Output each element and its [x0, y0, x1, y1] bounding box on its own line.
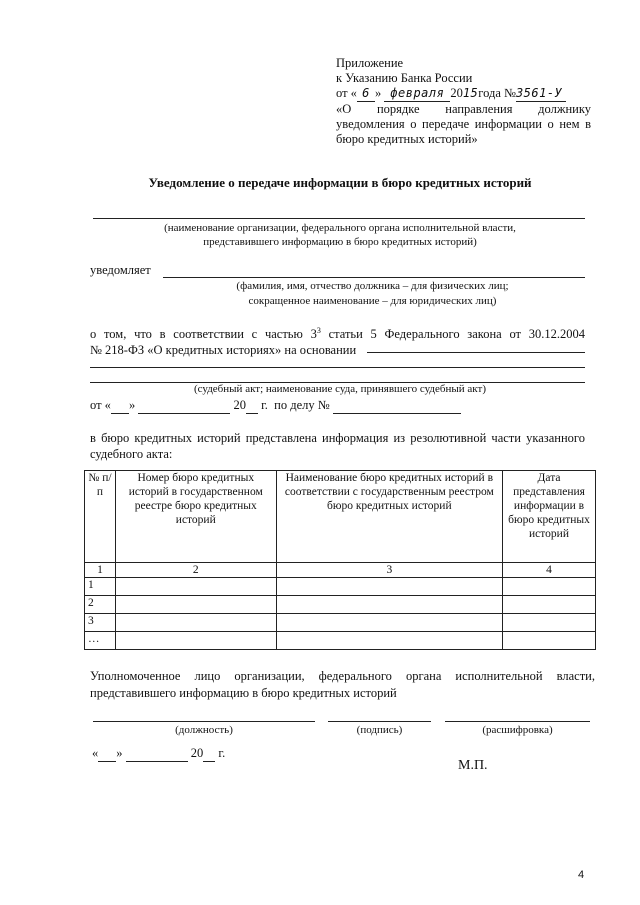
- table-column-numbers: [85, 563, 596, 578]
- table-row: [85, 596, 596, 614]
- row-index: …: [85, 632, 116, 650]
- org-name-line[interactable]: [93, 218, 585, 219]
- table-cell[interactable]: [503, 578, 596, 596]
- authorized-paragraph: Уполномоченное лицо организации, федерального органа исполнительной власти, представившего информацию в бюро кредитных историй: [90, 669, 595, 700]
- table-cell[interactable]: [276, 614, 502, 632]
- appendix-year: 15: [462, 86, 479, 100]
- table-row: [85, 632, 596, 650]
- row-index: 1: [85, 578, 116, 596]
- header-bureau-name: Наименование бюро кредитных историй в соответствии с государственным реестром бюро кредитных историй: [276, 471, 502, 563]
- column-number: 2: [115, 563, 276, 578]
- table-cell[interactable]: [115, 578, 276, 596]
- row-index: 3: [85, 614, 116, 632]
- court-year-field[interactable]: [246, 398, 258, 414]
- appendix-date-line: от « 6 » февраля 2015года №3561-У: [336, 86, 591, 102]
- table-cell[interactable]: [503, 614, 596, 632]
- table-row: [85, 578, 596, 596]
- bureau-table: [84, 470, 596, 650]
- appendix-ref-2: уведомления о передаче информации о нем в: [336, 117, 591, 131]
- signature-line[interactable]: [328, 721, 431, 722]
- court-day-field[interactable]: [111, 398, 129, 414]
- table-cell[interactable]: [503, 632, 596, 650]
- table-cell[interactable]: [115, 632, 276, 650]
- footer-month-field[interactable]: [126, 746, 188, 762]
- header-registry-number: Номер бюро кредитных историй в государственном реестре бюро кредитных историй: [115, 471, 276, 563]
- appendix-ref-3: бюро кредитных историй»: [336, 132, 478, 146]
- basis-line-2[interactable]: [90, 367, 585, 368]
- stamp-place: М.П.: [458, 758, 488, 773]
- law-paragraph: о том, что в соответствии с частью $3^3$ статьи 5 Федерального закона от 30.12.2004 № 218-ФЗ «О кредитных историях» на основании: [90, 326, 585, 358]
- court-caption: (судебный акт; наименование суда, принявшего судебный акт): [194, 383, 486, 395]
- table-row: [85, 614, 596, 632]
- court-date-line: от « » 20 г. по делу №: [90, 398, 461, 414]
- footer-year-field[interactable]: [203, 746, 215, 762]
- row-index: 2: [85, 596, 116, 614]
- footer-date-line: « » 20 г.: [92, 746, 226, 760]
- bureau-paragraph: в бюро кредитных историй представлена информация из резолютивной части указанного судебного акта:: [90, 431, 585, 461]
- header-number: № п/п: [85, 471, 116, 563]
- page-number: 4: [578, 869, 585, 881]
- table-cell[interactable]: [276, 632, 502, 650]
- debtor-caption: (фамилия, имя, отчество должника – для физических лиц; сокращенное наименование – для юридических лиц): [236, 280, 509, 307]
- appendix-day: 6: [357, 86, 375, 102]
- table-header-row: [85, 471, 596, 563]
- appendix-bank: к Указанию Банка России: [336, 71, 473, 85]
- column-number: 3: [276, 563, 502, 578]
- name-decoding-line[interactable]: [445, 721, 590, 722]
- appendix-month: февраля: [384, 86, 450, 102]
- notifies-label: уведомляет: [90, 263, 151, 277]
- case-number-field[interactable]: [333, 398, 461, 414]
- document-title: Уведомление о передаче информации в бюро кредитных историй: [148, 175, 532, 190]
- table-cell[interactable]: [503, 596, 596, 614]
- footer-day-field[interactable]: [98, 746, 116, 762]
- basis-line-1[interactable]: [367, 352, 585, 353]
- appendix-title: Приложение: [336, 56, 404, 70]
- header-date: Дата представления информации в бюро кредитных историй: [503, 471, 596, 563]
- table-cell[interactable]: [115, 596, 276, 614]
- table-cell[interactable]: [115, 614, 276, 632]
- org-caption: (наименование организации, федерального органа исполнительной власти, представившего информацию в бюро кредитных историй): [164, 222, 516, 248]
- table-cell[interactable]: [276, 596, 502, 614]
- debtor-name-line[interactable]: [163, 277, 585, 278]
- column-number: 4: [503, 563, 596, 578]
- signature-caption: (подпись): [356, 724, 403, 736]
- appendix-number: 3561-У: [516, 86, 566, 102]
- table-cell[interactable]: [276, 578, 502, 596]
- position-caption: (должность): [175, 724, 233, 736]
- appendix-block: [336, 56, 591, 147]
- position-line[interactable]: [93, 721, 315, 722]
- column-number: 1: [85, 563, 116, 578]
- decoding-caption: (расшифровка): [482, 724, 553, 736]
- court-month-field[interactable]: [138, 398, 230, 414]
- appendix-ref-1: «О порядке направления должнику: [336, 102, 591, 116]
